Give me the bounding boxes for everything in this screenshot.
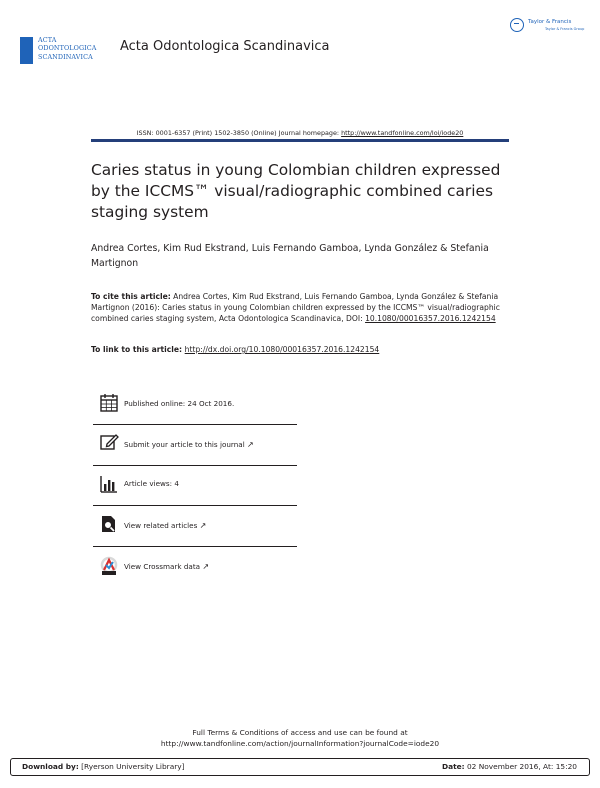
view-crossmark-link[interactable]: View Crossmark data ↗ bbox=[124, 562, 210, 571]
view-related-articles-link[interactable]: View related articles ↗ bbox=[124, 521, 207, 530]
journal-logo-text: ACTA ODONTOLOGICA SCANDINAVICA bbox=[38, 36, 97, 61]
external-link-icon: ↗ bbox=[199, 521, 207, 530]
journal-information-link[interactable]: http://www.tandfonline.com/action/journalInformation?journalCode=iode20 bbox=[160, 739, 440, 748]
header-rule bbox=[91, 139, 509, 142]
crossmark-icon bbox=[99, 556, 119, 576]
citation: To cite this article: Andrea Cortes, Kim Rud Ekstrand, Luis Fernando Gamboa, Lynda González & Stefania Martignon (2016): Caries status in young Colombian children expressed by the ICCMS™ visual/radiographic combined caries staging system, Acta Odontologica Scandinavica, DOI: 10.1080/00016357.2016.1242154 bbox=[91, 292, 500, 324]
download-info-bar bbox=[10, 758, 590, 776]
download-date: Date: 02 November 2016, At: 15:20 bbox=[442, 762, 577, 771]
row-divider bbox=[93, 424, 297, 425]
article-url-link[interactable]: http://dx.doi.org/10.1080/00016357.2016.1242154 bbox=[184, 345, 380, 354]
calendar-icon bbox=[99, 393, 119, 413]
publisher-logo: Taylor & Francis Taylor & Francis Group bbox=[510, 17, 584, 35]
journal-name: Acta Odontologica Scandinavica bbox=[120, 39, 330, 54]
published-online-text: Published online: 24 Oct 2016. bbox=[124, 399, 235, 408]
edit-icon bbox=[99, 432, 119, 452]
related-articles-icon bbox=[99, 514, 119, 534]
article-authors: Andrea Cortes, Kim Rud Ekstrand, Luis Fernando Gamboa, Lynda González & Stefania Martignon bbox=[91, 243, 489, 269]
publisher-logo-icon bbox=[510, 18, 524, 32]
row-divider bbox=[93, 546, 297, 547]
submit-article-link[interactable]: Submit your article to this journal ↗ bbox=[124, 440, 254, 449]
doi-link[interactable]: 10.1080/00016357.2016.1242154 bbox=[365, 314, 496, 324]
row-divider bbox=[93, 465, 297, 466]
journal-logo-block bbox=[20, 37, 33, 64]
external-link-icon: ↗ bbox=[247, 440, 254, 449]
row-divider bbox=[93, 505, 297, 506]
journal-homepage-link[interactable]: http://www.tandfonline.com/loi/iode20 bbox=[341, 129, 464, 137]
link-to-article: To link to this article: http://dx.doi.org/10.1080/00016357.2016.1242154 bbox=[91, 345, 380, 354]
issn-line: ISSN: 0001-6357 (Print) 1502-3850 (Online) Journal homepage: http://www.tandfonline.com/loi/iode20 bbox=[136, 129, 464, 137]
full-terms: Full Terms & Conditions of access and use can be found at http://www.tandfonline.com/action/journalInformation?journalCode=iode20 bbox=[0, 727, 600, 749]
article-title: Caries status in young Colombian children expressed by the ICCMS™ visual/radiographic combined caries staging system bbox=[91, 161, 501, 221]
article-views-text: Article views: 4 bbox=[124, 479, 179, 488]
bar-chart-icon bbox=[99, 474, 119, 494]
downloaded-by: Download by: [Ryerson University Library] bbox=[22, 762, 185, 771]
external-link-icon: ↗ bbox=[202, 562, 210, 571]
